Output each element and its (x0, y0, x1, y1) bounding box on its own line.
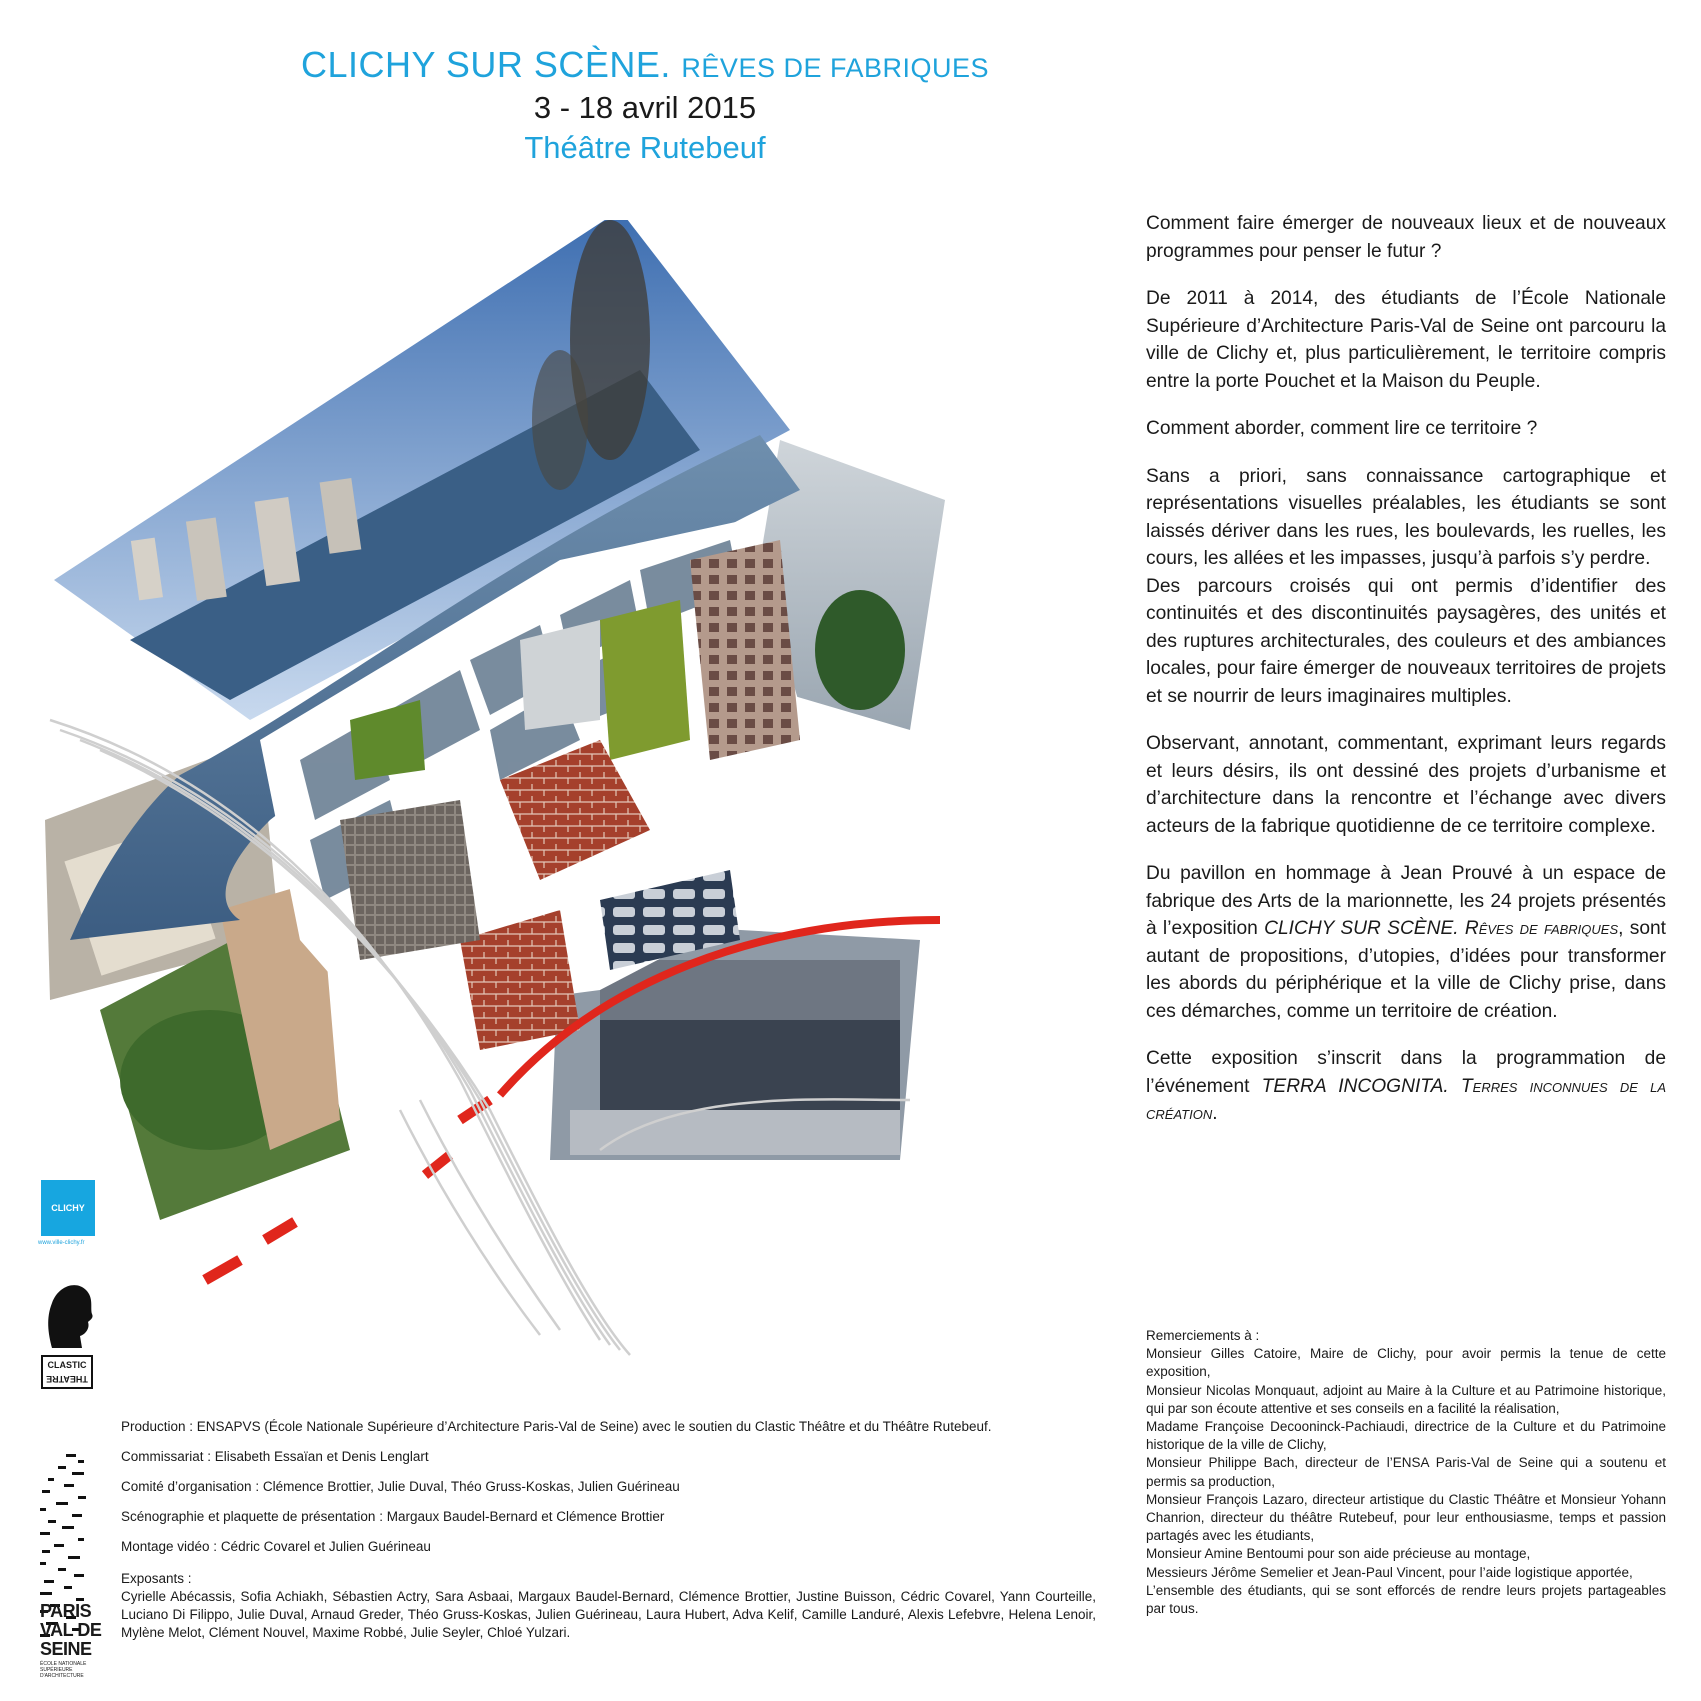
acknowledgement-item: Monsieur Amine Bentoumi pour son aide précieuse au montage, (1146, 1546, 1531, 1562)
exhibition-venue: Théâtre Rutebeuf (524, 130, 766, 165)
clastic-logo-top: CLASTIC (47, 1360, 87, 1370)
text-run: Du pavillon en hommage à Jean Prouvé à un espace de fabrique des Arts de la marionnette, les 24 projets présentés à l’exposition (1146, 863, 1666, 939)
credit-production: Production : ENSAPVS (École Nationale Supérieure d’Architecture Paris-Val de Seine) avec le soutien du Clastic Théâtre et du Théâtre Rutebeuf. (121, 1419, 992, 1434)
text-run: Cette exposition s’inscrit dans la programmation de l’événement (1146, 1048, 1666, 1097)
acknowledgement-item: L’ensemble des étudiants, qui se sont efforcés de rendre leurs projets partageables par tous. (1146, 1582, 1666, 1617)
paris-val-de-seine-logo (40, 1602, 101, 1659)
title-main: CLICHY SUR SCÈNE. (300, 44, 671, 85)
paris-val-de-seine-subtitle: ÉCOLE NATIONALE SUPÉRIEURE D'ARCHITECTURE (40, 1661, 87, 1679)
exposants-list: Cyrielle Abécassis, Sofia Achiakh, Sébastien Actry, Sara Asbaai, Margaux Baudel-Bernard, Clémence Brottier, Justine Buisson, Cédric Covarel, Yann Courteille, Luciano Di Filippo, Julie Duval, Arnaud Greder, Théo Gruss-Koskas, Julien Guérineau, Laura Hubert, Adva Kelif, Camille Landuré, Alexis Lefebvre, Helena Lenoir, Mylène Melot, Clément Nouvel, Maxime Robbé, Julie Seyler, Chloé Yulzari. (121, 1589, 1096, 1640)
logo-line: PARIS (40, 1601, 92, 1621)
clichy-logo (41, 1180, 95, 1236)
credit-montage: Montage vidéo : Cédric Covarel et Julien Guérineau (121, 1539, 431, 1554)
exhibition-title (0, 44, 1290, 86)
exposants-label: Exposants : (121, 1571, 192, 1586)
poster-header (0, 44, 1290, 166)
acknowledgement-item: Madame Françoise Decooninck-Pachiaudi, directrice de la Culture et du Patrimoine historique de la ville de Clichy, (1146, 1419, 1666, 1453)
acknowledgement-item: Monsieur Gilles Catoire, Maire de Clichy, pour avoir permis la tenue de cette exposition, (1146, 1346, 1666, 1380)
photo-collage-map (40, 220, 1040, 1400)
clichy-logo-text: CLICHY (51, 1203, 85, 1213)
body-paragraph (1146, 860, 1666, 1025)
body-paragraph: De 2011 à 2014, des étudiants de l’École Nationale Supérieure d’Architecture Paris-Val de Seine ont parcouru la ville de Clichy et, plus particulièrement, le territoire compris entre la porte Pouchet et la Maison du Peuple. (1146, 288, 1666, 392)
acknowledgements (1146, 1327, 1666, 1618)
exhibition-title-inline: CLICHY SUR SCÈNE. (1264, 918, 1459, 939)
acknowledgements-label: Remerciements à : (1146, 1328, 1260, 1343)
body-paragraph: Comment aborder, comment lire ce territoire ? (1146, 418, 1538, 439)
event-subtitle-inline: Terres inconnues de la création (1146, 1075, 1667, 1124)
credit-comite: Comité d’organisation : Clémence Brottier, Julie Duval, Théo Gruss-Koskas, Julien Guérineau (121, 1479, 680, 1494)
clastic-theatre-logo (41, 1355, 93, 1389)
credit-commissariat: Commissariat : Elisabeth Essaïan et Denis Lenglart (121, 1449, 429, 1464)
silhouette-logo-icon (40, 1278, 98, 1348)
text-run: . (1212, 1103, 1218, 1124)
body-paragraph (1146, 1045, 1666, 1128)
logo-line: SEINE (40, 1639, 92, 1659)
acknowledgement-item: Monsieur Philippe Bach, directeur de l’ENSA Paris-Val de Seine qui a soutenu et permis sa production, (1146, 1455, 1666, 1489)
clastic-logo-bottom: THEATRE (46, 1374, 88, 1384)
credit-scenographie: Scénographie et plaquette de présentation : Margaux Baudel-Bernard et Clémence Brottier (121, 1509, 665, 1524)
event-title-inline: TERRA INCOGNITA. (1261, 1075, 1449, 1097)
title-subtitle: RÊVES DE FABRIQUES (681, 53, 990, 83)
green-block (600, 600, 690, 760)
body-text (1146, 210, 1666, 1148)
exhibition-subtitle-inline: Rêves de fabriques (1464, 918, 1619, 939)
exhibition-dates: 3 - 18 avril 2015 (533, 90, 757, 125)
logo-line: VAL DE (40, 1620, 102, 1640)
text-run: , sont autant de propositions, d’utopies, d’idées pour transformer les abords du périphérique et la ville de Clichy prise, dans ces démarches, comme un territoire de création. (1146, 918, 1666, 1022)
acknowledgement-item: Monsieur Nicolas Monquaut, adjoint au Maire à la Culture et au Patrimoine historique, qui par son écoute attentive et ses conseils en a facilité la réalisation, (1146, 1382, 1666, 1416)
body-paragraph: Comment faire émerger de nouveaux lieux et de nouveaux programmes pour penser le futur ? (1146, 213, 1666, 262)
clichy-url: www.ville-clichy.fr (38, 1240, 85, 1246)
acknowledgement-item: Monsieur François Lazaro, directeur artistique du Clastic Théâtre et Monsieur Yohann Chanrion, directeur du théâtre Rutebeuf, pour leur enthousiasme, temps et passion partagés avec les étudiants, (1146, 1491, 1666, 1544)
credits (121, 1418, 1096, 1654)
acknowledgement-item: Messieurs Jérôme Semelier et Jean-Paul Vincent, pour l’aide logistique apportée, (1146, 1564, 1633, 1580)
body-paragraph: Des parcours croisés qui ont permis d’identifier des continuités et des discontinuités paysagères, des unités et des ruptures architecturales, des couleurs et des ambiances locales, pour faire émerger de nouveaux territoires de projets et se nourrir de leurs imaginaires multiples. (1146, 575, 1666, 707)
body-paragraph: Observant, annotant, commentant, exprimant leurs regards et leurs désirs, ils ont dessiné des projets d’urbanisme et d’architecture dans la rencontre et l’échange avec divers acteurs de la fabrique quotidienne de ce territoire complexe. (1146, 733, 1666, 837)
body-paragraph: Sans a priori, sans connaissance cartographique et représentations visuelles préalables, les étudiants se sont laissés dériver dans les rues, les boulevards, les ruelles, les cours, les allées et les impasses, jusqu’à parfois s’y perdre. (1146, 465, 1666, 569)
